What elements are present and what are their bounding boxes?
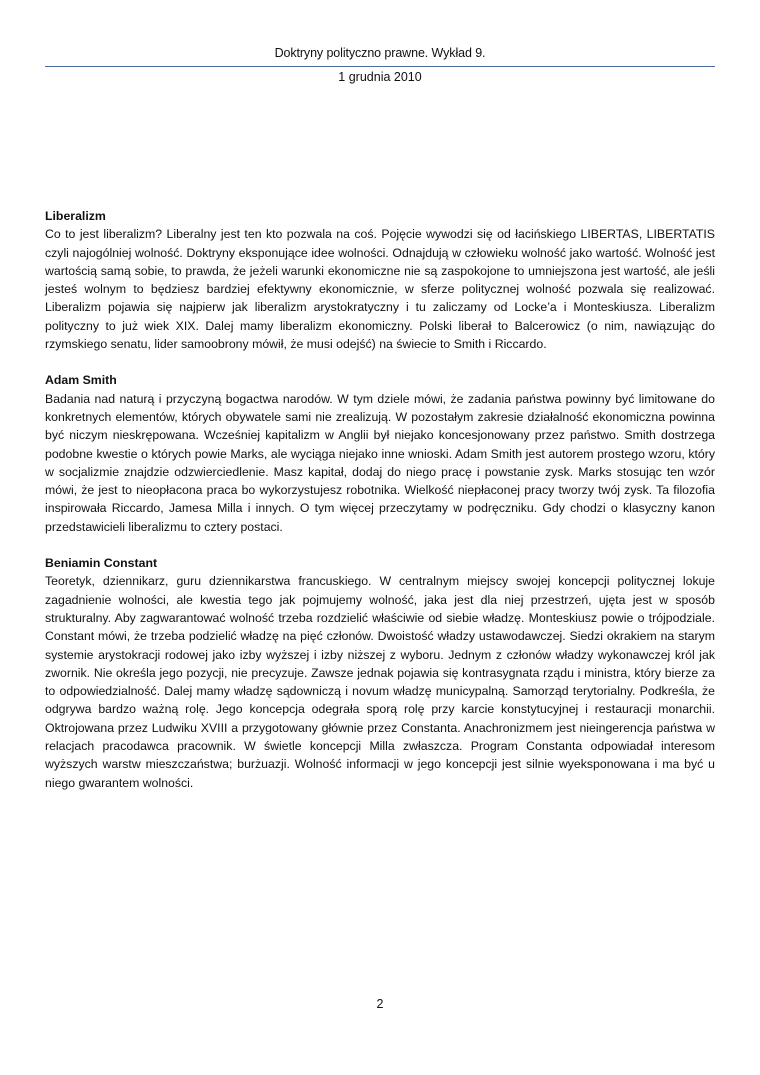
section-heading: Beniamin Constant — [45, 556, 158, 571]
page-number: 2 — [376, 997, 384, 1011]
section-heading: Liberalizm — [45, 209, 106, 223]
document-date: 1 grudnia 2010 — [338, 70, 422, 84]
section-paragraph: Teoretyk, dziennikarz, guru dziennikarstwa francuskiego. W centralnym miejscy swojej koncepcji politycznej lokuje zagadnienie wolności, ale kwestia tego jak pojmujemy wolność, jaka jest dla niej przestrzeń, ujęta jest w sposób strukturalny. Aby zagwarantować wolność trzeba rozdzielić właściwie od siebie władzę. Monteskiusz powie o trójpodziale. Constant mówi, że trzeba podzielić władzę na pięć członów. Dwoistość władzy ustawodawczej. Siedzi okrakiem na starym systemie arystokracji rodowej jako izby wyższej i izby niższej z wyboru. Jednym z członów władzy wykonawczej król jak zwornik. Nie określa jego pozycji, nie precyzuje. Zawsze jednak pojawia się kontrasygnata rządu i ministra, który bierze za to odpowiedzialność. Dalej mamy władzę sądowniczą i novum władzę municypalną. Samorząd terytorialny. Podkreśla, że odgrywa bardzo ważną rolę. Jego koncepcja odegrała sporą rolę przy karcie konstytucyjnej i restauracji monarchii. Oktrojowana przez Ludwiku XVIII a przygotowany głównie przez Constanta. Anachronizmem jest nieingerencja państwa w relacjach pracodawca pracownik. W świetle koncepcji Milla zwłaszcza. Program Constanta odpowiadał interesom wyższych warstw mieszczaństwa; burżuazji. Wolność informacji w jego koncepcji jest silnie wyeksponowana i ma być u niego gwarantem wolności. — [45, 574, 715, 790]
section-paragraph: Co to jest liberalizm? Liberalny jest ten kto pozwala na coś. Pojęcie wywodzi się od łacińskiego LIBERTAS, LIBERTATIS czyli najogólniej wolność. Doktryny eksponujące idee wolności. Odnajdują w człowieku wolność jako wartość. Wolność jest wartością samą sobie, to prawda, że jeżeli warunki ekonomiczne nie są zaspokojone to umniejszona jest wartość, ale jeśli jesteś wolnym to będziesz bardziej efektywny ekonomicznie, w sferze politycznej wolność pozwala się realizować. Liberalizm pojawia się najpierw jak liberalizm arystokratyczny i tu zaliczamy od Locke’a i Monteskiusza. Liberalizm polityczny to już wiek XIX. Dalej mamy liberalizm ekonomiczny. Polski liberał to Balcerowicz (o nim, nawiązując do rzymskiego senatu, lider samoobrony mówił, że musi odejść) na świecie to Smith i Riccardo. — [45, 227, 715, 352]
section-heading: Adam Smith — [45, 373, 117, 388]
section-adam-smith — [45, 371, 715, 536]
section-beniamin-constant — [45, 554, 715, 792]
section-liberalizm — [45, 207, 715, 353]
page-header — [45, 36, 715, 67]
document-body — [45, 207, 715, 810]
section-paragraph: Badania nad naturą i przyczyną bogactwa narodów. W tym dziele mówi, że zadania państwa powinny być limitowane do konkretnych elementów, których obywatele sami nie zrealizują. W pozostałym zakresie działalność ekonomiczna powinna być niczym nieskrępowana. Wcześniej kapitalizm w Anglii był niejako koncesjonowany przez państwo. Smith dostrzega podobne kwestie o których powie Marks, ale wyciąga niejako inne wnioski. Adam Smith jest autorem prostego wzoru, który w socjalizmie znajdzie odzwierciedlenie. Masz kapitał, dodaj do niego pracę i powstanie zysk. Marks stosując ten wzór mówi, że jest to nieopłacona praca bo wykorzystujesz robotnika. Wielkość niepłaconej pracy tworzy twój zysk. Ta filozofia inspirowała Riccardo, Jamesa Milla i innych. O tym więcej przeczytamy w podręczniku. Gdy chodzi o klasyczny kanon przedstawicieli liberalizmu to cztery postaci. — [45, 391, 715, 534]
header-title: Doktryny polityczno prawne. Wykład 9. — [274, 46, 486, 60]
